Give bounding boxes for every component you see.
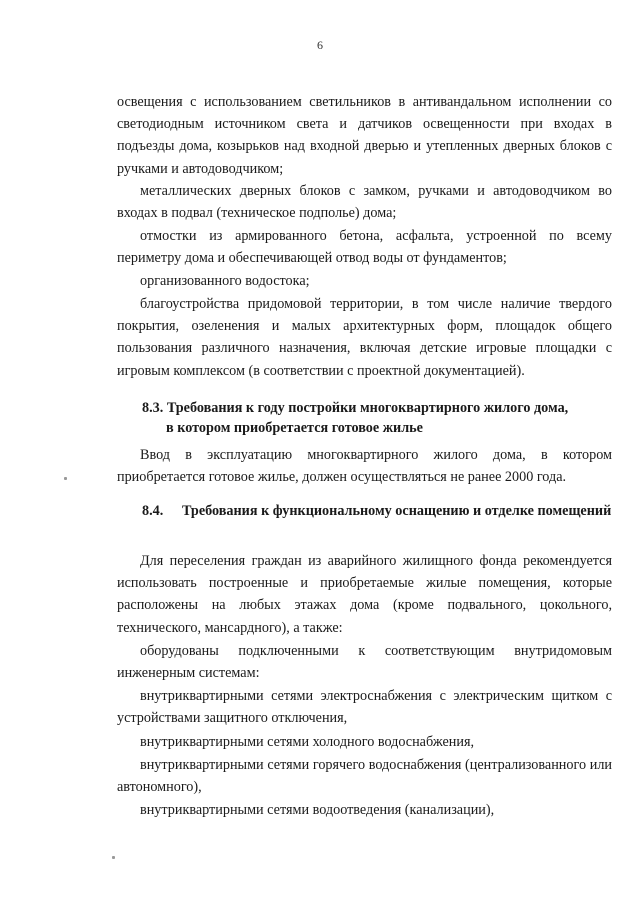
paragraph-sewerage: внутриквартирными сетями водоотведения (канализации), — [140, 802, 495, 818]
page-number: 6 — [317, 38, 323, 52]
heading-8-3 — [142, 398, 612, 438]
paragraph-electrical: внутриквартирными сетями электроснабжения с электрическим щитком с устройствами защитного отключения, — [117, 688, 612, 727]
scan-speck — [64, 477, 67, 480]
paragraph-resettlement: Для переселения граждан из аварийного жилищного фонда рекомендуется использовать построенные и приобретаемые жилые помещения, которые расположены на любых этажах дома (кроме подвального, цокольного, технического, мансардного), а также: — [117, 553, 612, 636]
heading-8-3-line2: в котором приобретается готовое жилье — [166, 420, 423, 436]
heading-8-4-number: 8.4. — [142, 503, 164, 519]
heading-8-3-number: 8.3. — [142, 400, 164, 416]
paragraph-drainage: организованного водостока; — [140, 273, 310, 289]
heading-8-4-text: Требования к функциональному оснащению и отделке помещений — [182, 503, 612, 519]
paragraph-cold-water: внутриквартирными сетями холодного водоснабжения, — [140, 734, 475, 750]
paragraph-commissioning: Ввод в эксплуатацию многоквартирного жилого дома, в котором приобретается готовое жилье, должен осуществляться не ранее 2000 года. — [117, 447, 612, 486]
heading-8-3-line1: Требования к году постройки многоквартирного жилого дома, — [166, 400, 569, 416]
paragraph-lighting: освещения с использованием светильников в антивандальном исполнении со светодиодным источником света и датчиков освещенности при входах в подъезды дома, козырьков над входной дверью и утепленных дверных блоков с ручками и автодоводчиком; — [117, 94, 612, 177]
paragraph-engineering-systems: оборудованы подключенными к соответствующим внутридомовым инженерным системам: — [117, 643, 612, 682]
paragraph-landscaping: благоустройства придомовой территории, в том числе наличие твердого покрытия, озеленения и малых архитектурных форм, площадок общего пользования различного назначения, включая детские игровые площадки с игровым комплексом (в соответствии с проектной документацией). — [117, 296, 612, 379]
paragraph-door-blocks: металлических дверных блоков с замком, ручками и автодоводчиком во входах в подвал (техническое подполье) дома; — [117, 183, 612, 222]
paragraph-blind-area: отмостки из армированного бетона, асфальта, устроенной по всему периметру дома и обеспечивающей отвод воды от фундаментов; — [117, 228, 612, 267]
paragraph-hot-water: внутриквартирными сетями горячего водоснабжения (централизованного или автономного), — [117, 757, 612, 796]
scan-speck — [112, 856, 115, 859]
heading-8-4 — [142, 501, 612, 521]
